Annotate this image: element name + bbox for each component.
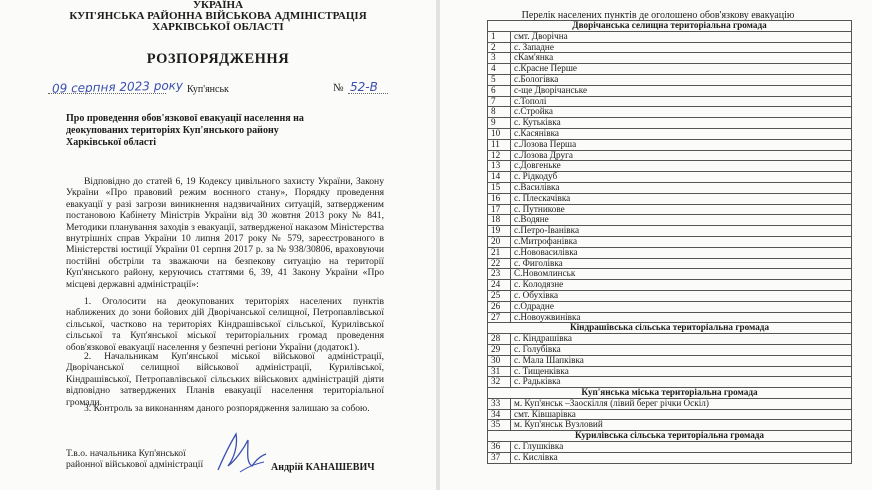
settlement-name: с.Василівка: [511, 182, 852, 193]
table-row: [488, 334, 852, 345]
settlement-name: с. Кислівка: [511, 452, 852, 463]
settlement-name: с.Лозова Перша: [511, 139, 852, 150]
settlement-name: с. Западне: [511, 42, 852, 53]
settlement-name: с.Водяне: [511, 215, 852, 226]
settlements-table: [487, 20, 852, 464]
list-title: Перелік населених пунктів де оголошено обов'язкову евакуацію: [521, 10, 795, 21]
table-row: [488, 139, 852, 150]
settlement-name: с. Путникове: [511, 204, 852, 215]
settlement-name: с.Петро-Іванівка: [511, 226, 852, 237]
table-row: [488, 301, 852, 312]
row-number: 4: [488, 64, 511, 75]
table-row: [488, 64, 852, 75]
settlement-name: с.Стройка: [511, 107, 852, 118]
row-number: 35: [488, 420, 511, 431]
settlement-name: с. Радьківка: [511, 377, 852, 388]
paragraph-2: 2. Начальникам Куп'янської міської військової адміністрації, Дворічанської селищної військової адміністрації, Курилівської, Кіндрашівської, Петропавлівської сільських військових адміністрацій діяти відповідно затверджених Планів евакуації населення територіальної громади.: [66, 351, 384, 408]
row-number: 1: [488, 31, 511, 42]
row-number: 22: [488, 258, 511, 269]
document-number: 52-В: [350, 80, 378, 94]
settlement-name: с. Колодязне: [511, 280, 852, 291]
row-number: 37: [488, 452, 511, 463]
row-number: 17: [488, 204, 511, 215]
settlement-name: с-ще Дворічанське: [511, 85, 852, 96]
table-row: [488, 258, 852, 269]
table-row: [488, 128, 852, 139]
settlement-name: смт. Дворічна: [511, 31, 852, 42]
settlement-name: с. Фиголівка: [511, 258, 852, 269]
table-row: [488, 161, 852, 172]
table-row: [488, 85, 852, 96]
paragraph-1: 1. Оголосити на деокупованих територіях населених пунктів наближених до зони бойових дій Дворічанської селищної, Петропавлівської сільської, частково на територіях Кіндрашівської сільської, Курилівської сільської та Куп'янської міської територіальних громад проведення обов'язкової евакуації населення у безпечні регіони України (додаток1).: [66, 296, 384, 353]
number-sign: №: [333, 82, 344, 94]
table-row: [488, 96, 852, 107]
row-number: 26: [488, 301, 511, 312]
table-row: [488, 107, 852, 118]
row-number: 34: [488, 409, 511, 420]
row-number: 10: [488, 128, 511, 139]
document-city: Куп'янськ: [187, 84, 229, 95]
table-row: [488, 53, 852, 64]
row-number: 18: [488, 215, 511, 226]
table-row: [488, 215, 852, 226]
row-number: 31: [488, 366, 511, 377]
table-row: [488, 118, 852, 129]
document-subject: Про проведення обов'язкової евакуації населення на деокупованих територіях Куп'янського району Харківської області: [66, 113, 304, 148]
table-row: [488, 193, 852, 204]
document-title: РОЗПОРЯДЖЕННЯ: [146, 51, 290, 67]
settlement-name: м. Куп'янськ Вузловий: [511, 420, 852, 431]
row-number: 6: [488, 85, 511, 96]
row-number: 32: [488, 377, 511, 388]
table-row: [488, 31, 852, 42]
row-number: 7: [488, 96, 511, 107]
row-number: 2: [488, 42, 511, 53]
table-row: [488, 74, 852, 85]
group-row: [488, 21, 852, 32]
table-row: [488, 182, 852, 193]
row-number: 27: [488, 312, 511, 323]
settlement-name: с.Тополі: [511, 96, 852, 107]
settlement-name: сКам'янка: [511, 53, 852, 64]
header-region: ХАРКІВСЬКОЇ ОБЛАСТІ: [152, 21, 284, 33]
row-number: 13: [488, 161, 511, 172]
settlement-name: с. Мала Шапківка: [511, 355, 852, 366]
document-date: 09 серпня 2023 року: [51, 78, 184, 96]
settlement-name: с. Голубівка: [511, 344, 852, 355]
row-number: 14: [488, 172, 511, 183]
handwritten-signature: [210, 426, 270, 476]
row-number: 29: [488, 344, 511, 355]
table-row: [488, 366, 852, 377]
row-number: 19: [488, 226, 511, 237]
row-number: 12: [488, 150, 511, 161]
settlement-name: с. Обухівка: [511, 290, 852, 301]
row-number: 36: [488, 442, 511, 453]
table-row: [488, 204, 852, 215]
table-row: [488, 172, 852, 183]
row-number: 25: [488, 290, 511, 301]
table-row: [488, 150, 852, 161]
row-number: 8: [488, 107, 511, 118]
settlement-name: с.Нововасилівка: [511, 247, 852, 258]
table-row: [488, 236, 852, 247]
table-row: [488, 280, 852, 291]
settlement-name: м. Куп'янськ –Заоскілля (лівий берег річки Оскіл): [511, 398, 852, 409]
settlement-name: с. Рідкодуб: [511, 172, 852, 183]
table-row: [488, 226, 852, 237]
table-row: [488, 290, 852, 301]
group-name: Курилівська сільська територіальна громада: [488, 431, 852, 442]
settlement-name: с.Новоужвинівка: [511, 312, 852, 323]
settlement-name: с.Бологівка: [511, 74, 852, 85]
row-number: 28: [488, 334, 511, 345]
row-number: 5: [488, 74, 511, 85]
group-name: Куп'янська міська територіальна громада: [488, 388, 852, 399]
settlement-name: с.Красне Перше: [511, 64, 852, 75]
intro-paragraph: Відповідно до статей 6, 19 Кодексу цивільного захисту України, Закону України «Про правовий режим воєнного стану», Порядку проведення евакуації у разі загрози виникнення надзвичайних ситуацій, затвердженим постановою Кабінету Міністрів України від 30 жовтня 2013 року № 841, Методики планування заходів з евакуації, затвердженої наказом Міністерства внутрішніх справ України 10 липня 2017 року № 579, зареєстрованого в Міністерстві юстиції України 01 серпня 2017 р. за № 938/30806, враховуючи постійні обстріли та зважаючи на безпекову ситуацію на території Куп'янського району, керуючись статтями 6, 39, 41 Закону України «Про місцеві державні адміністрації»:: [66, 176, 384, 290]
paragraph-3: 3. Контроль за виконанням даного розпорядження залишаю за собою.: [84, 403, 370, 414]
settlement-name: с. Плескачівка: [511, 193, 852, 204]
table-row: [488, 312, 852, 323]
table-row: [488, 442, 852, 453]
group-row: [488, 323, 852, 334]
row-number: 20: [488, 236, 511, 247]
settlement-name: с. Кіндрашівка: [511, 334, 852, 345]
settlement-name: с. Глушківка: [511, 442, 852, 453]
row-number: 33: [488, 398, 511, 409]
row-number: 11: [488, 139, 511, 150]
row-number: 30: [488, 355, 511, 366]
row-number: 15: [488, 182, 511, 193]
row-number: 24: [488, 280, 511, 291]
header-country: УКРАЇНА: [192, 0, 244, 11]
row-number: 23: [488, 269, 511, 280]
group-name: Кіндрашівська сільська територіальна громада: [488, 323, 852, 334]
settlement-name: с.Лозова Друга: [511, 150, 852, 161]
settlement-name: с.Довгеньке: [511, 161, 852, 172]
table-row: [488, 42, 852, 53]
settlement-name: С.Новомлинськ: [511, 269, 852, 280]
table-row: [488, 377, 852, 388]
row-number: 3: [488, 53, 511, 64]
table-row: [488, 398, 852, 409]
table-row: [488, 409, 852, 420]
date-underline: [48, 93, 166, 94]
signatory-position: Т.в.о. начальника Куп'янської районної військової адміністрації: [66, 448, 204, 471]
row-number: 21: [488, 247, 511, 258]
settlement-name: с.Митрофанівка: [511, 236, 852, 247]
table-row: [488, 452, 852, 463]
settlement-name: смт. Ківшарівка: [511, 409, 852, 420]
group-row: [488, 431, 852, 442]
settlement-name: с. Кутьківка: [511, 118, 852, 129]
table-row: [488, 269, 852, 280]
group-row: [488, 388, 852, 399]
table-row: [488, 247, 852, 258]
settlement-name: с. Тищенківка: [511, 366, 852, 377]
row-number: 16: [488, 193, 511, 204]
table-row: [488, 355, 852, 366]
settlement-name: с.Касянівка: [511, 128, 852, 139]
number-underline: [348, 93, 388, 94]
row-number: 9: [488, 118, 511, 129]
signer-name: Андрій КАНАШЕВИЧ: [271, 462, 375, 473]
group-name: Дворічанська селищна територіальна громада: [488, 21, 852, 32]
settlement-name: с.Одрадне: [511, 301, 852, 312]
header-administration: КУП'ЯНСЬКА РАЙОННА ВІЙСЬКОВА АДМІНІСТРАЦІЯ: [69, 10, 367, 22]
table-row: [488, 344, 852, 355]
table-row: [488, 420, 852, 431]
